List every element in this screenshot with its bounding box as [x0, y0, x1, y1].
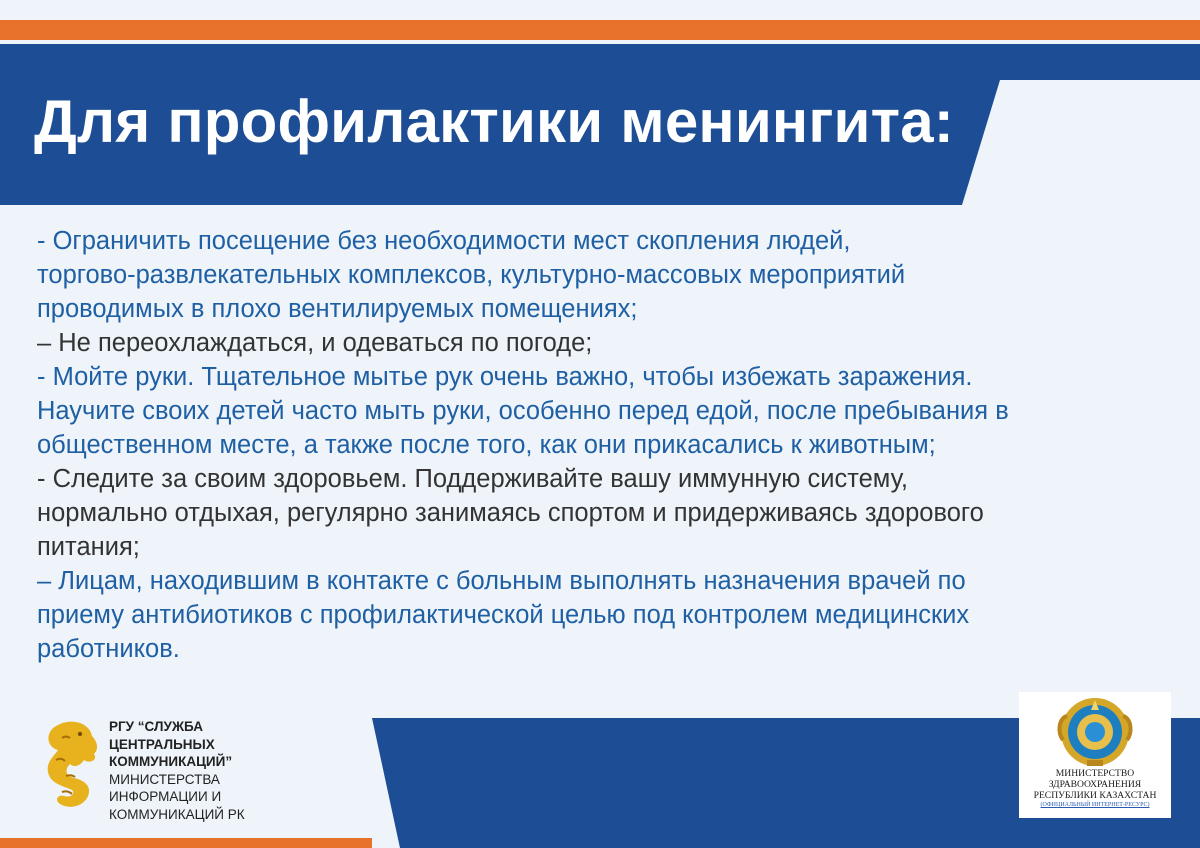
tip-line: - Следите за своим здоровьем. Поддерживайте вашу иммунную систему, [37, 465, 908, 493]
tip-line: - Мойте руки. Тщательное мытье рук очень важно, чтобы избежать заражения. [37, 363, 973, 391]
kazakhstan-emblem-icon [1055, 696, 1135, 768]
tip-line: общественном месте, а также после того, как они прикасались к животным; [37, 431, 936, 459]
ministry-name-line: МИНИСТЕРСТВО [1055, 768, 1135, 779]
ministry-badge [1019, 692, 1171, 818]
agency-name-line: РГУ “СЛУЖБА [109, 719, 203, 734]
tip-line: Научите своих детей часто мыть руки, особенно перед едой, после пребывания в [37, 397, 1009, 425]
agency-name-line: МИНИСТЕРСТВА [109, 771, 220, 787]
page-title: Для профилактики менингита: [34, 88, 954, 155]
agency-name-line: ЦЕНТРАЛЬНЫХ [109, 736, 215, 752]
agency-name-line: КОММУНИКАЦИЙ РК [109, 806, 245, 822]
tip-line: питания; [37, 533, 140, 561]
ministry-name [1019, 768, 1171, 810]
ministry-site-link[interactable]: (ОФИЦИАЛЬНЫЙ ИНТЕРНЕТ-РЕСУРС) [1040, 802, 1150, 808]
bottom-orange-stripe [0, 838, 372, 848]
tip-health [37, 462, 1167, 564]
snow-leopard-logo [40, 718, 104, 814]
agency-name-line: КОММУНИКАЦИЙ” [109, 754, 233, 769]
tip-antibiotics [37, 564, 1167, 666]
tip-line: приему антибиотиков с профилактической целью под контролем медицинских [37, 601, 970, 629]
tip-line: – Лицам, находившим в контакте с больным выполнять назначения врачей по [37, 567, 966, 595]
tip-line: нормально отдыхая, регулярно занимаясь спортом и придерживаясь здорового [37, 499, 984, 527]
agency-name-line: ИНФОРМАЦИИ И [109, 789, 222, 804]
tip-line: торгово-развлекательных комплексов, культурно-массовых мероприятий [37, 261, 906, 289]
tip-line: проводимых в плохо вентилируемых помещениях; [37, 295, 638, 323]
tip-line: работников. [37, 635, 180, 663]
prevention-tips [37, 224, 1167, 666]
tip-handwashing [37, 360, 1167, 462]
top-orange-stripe [0, 20, 1200, 40]
tip-line: – Не переохлаждаться, и одеваться по погоде; [37, 329, 593, 357]
ministry-name-line: РЕСПУБЛИКИ КАЗАХСТАН [1033, 790, 1157, 801]
tip-cold [37, 326, 1167, 360]
agency-name [109, 718, 245, 823]
ministry-name-line: ЗДРАВООХРАНЕНИЯ [1048, 779, 1142, 790]
tip-line: - Ограничить посещение без необходимости мест скопления людей, [37, 227, 851, 255]
tip-crowds [37, 224, 1167, 326]
